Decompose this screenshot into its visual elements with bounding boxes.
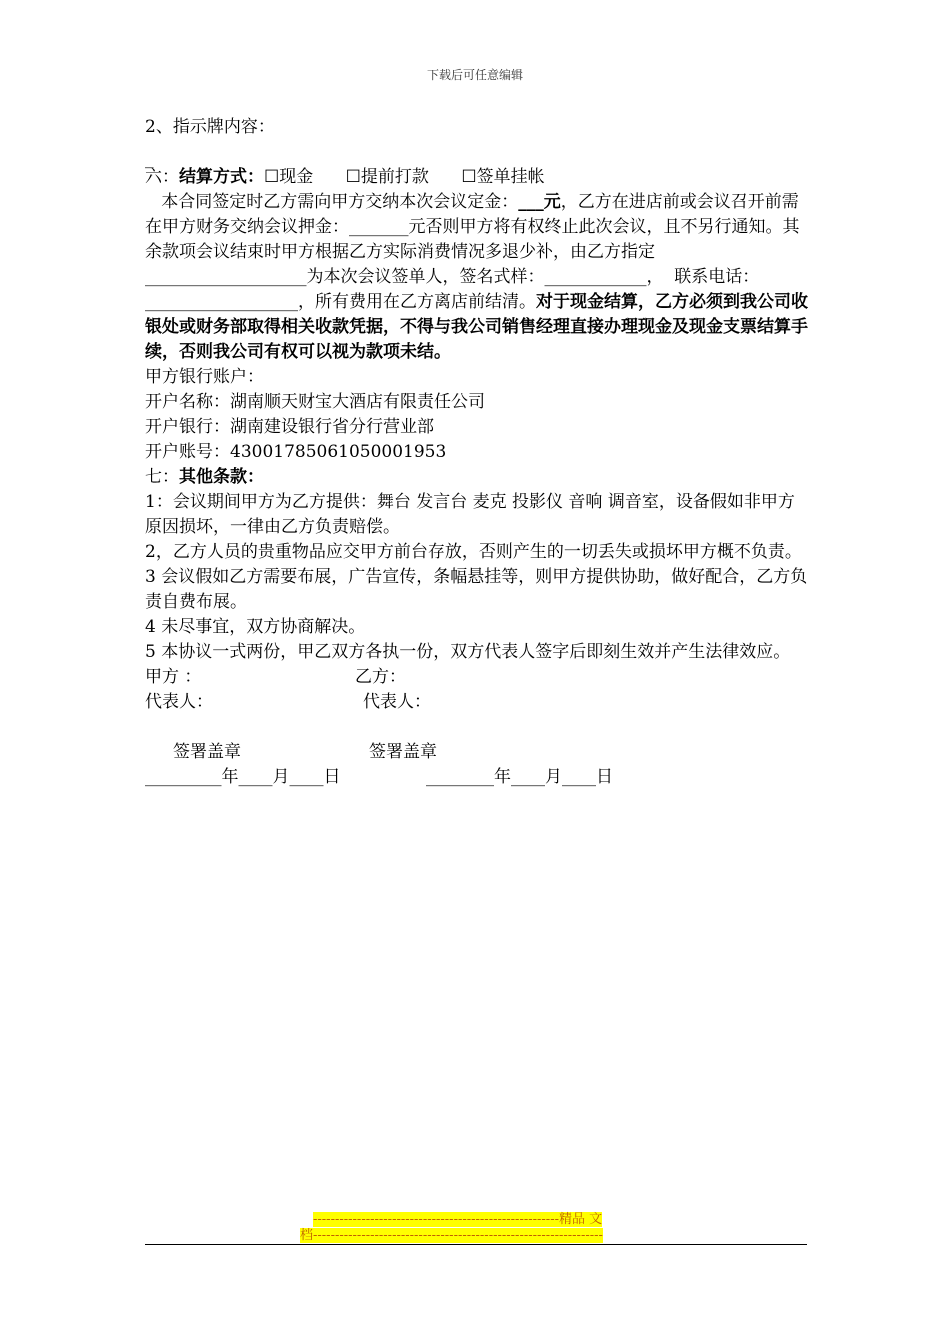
seal-a-label: 签署盖章 (173, 742, 241, 762)
item-signboard: 2、指示牌内容： (145, 117, 275, 137)
term-item: 2，乙方人员的贵重物品应交甲方前台存放，否则产生的一切丢失或损坏甲方概不负责。 (145, 542, 802, 562)
party-a-label: 甲方 ： (145, 667, 202, 687)
settlement-paragraph: 本合同签定时乙方需向甲方交纳本次会议定金：___元，乙方在进店前或会议召开前需在甲方财务交纳会议押金：_______元否则甲方将有权终止此次会议，且不另行通知。其余款项会议结束时甲方根据乙方实际消费情况多退少补，由乙方指定___________________为本次会议签单人，签名式样：____________， 联系电话：__________________，所有费用在乙方离店前结清。对于现金结算，乙方必须到我公司收银处或财务部取得相关收款凭据，不得与我公司销售经理直接办理现金及现金支票结算手续，否则我公司有权可以视为款项未结。 (145, 192, 808, 362)
page-header: 下载后可任意编辑 (426, 68, 523, 82)
term-item: 3 会议假如乙方需要布展，广告宣传，条幅悬挂等，则甲方提供协助，做好配合，乙方负责自费布展。 (145, 567, 808, 612)
rep-a-label: 代表人： (145, 692, 213, 712)
representative-row (145, 690, 810, 715)
seal-b-label: 签署盖章 (369, 742, 437, 762)
payment-options: ☐现金 ☐提前打款 ☐签单挂帐 (264, 167, 545, 187)
seal-row (145, 740, 810, 765)
footer-watermark: --------------------------------------------------------精品 文 档------------------------------------------------------------------ (300, 1212, 603, 1243)
bank-account-number: 开户账号：43001785061050001953 (145, 442, 447, 462)
footer-divider (145, 1244, 807, 1245)
section-settlement-title: 六：结算方式：☐现金 ☐提前打款 ☐签单挂帐 (145, 167, 545, 187)
bank-name: 开户银行：湖南建设银行省分行营业部 (145, 417, 434, 437)
rep-b-label: 代表人： (363, 692, 431, 712)
date-row (145, 765, 810, 790)
term-item: 4 未尽事宜，双方协商解决。 (145, 617, 366, 637)
term-item: 1：会议期间甲方为乙方提供：舞台 发言台 麦克 投影仪 音响 调音室，设备假如非甲方原因损坏，一律由乙方负责赔偿。 (145, 492, 795, 537)
party-b-label: 乙方： (355, 667, 406, 687)
term-item: 5 本协议一式两份，甲乙双方各执一份，双方代表人签字后即刻生效并产生法律效应。 (145, 642, 791, 662)
cash-settlement-notice: 对于现金结算，乙方必须到我公司收银处或财务部取得相关收款凭据，不得与我公司销售经理直接办理现金及现金支票结算手续，否则我公司有权可以视为款项未结。 (145, 292, 808, 362)
section-other-terms-title: 七：其他条款： (145, 467, 264, 487)
party-row (145, 665, 810, 690)
bank-title: 甲方银行账户： (145, 367, 264, 387)
document-body (145, 115, 810, 790)
date-a: _________年____月____日 (145, 767, 341, 787)
bank-account-name: 开户名称：湖南顺天财宝大酒店有限责任公司 (145, 392, 485, 412)
settlement-title: 结算方式： (179, 167, 264, 187)
date-b: ________年____月____日 (426, 767, 613, 787)
blank-line: _ (145, 149, 154, 169)
